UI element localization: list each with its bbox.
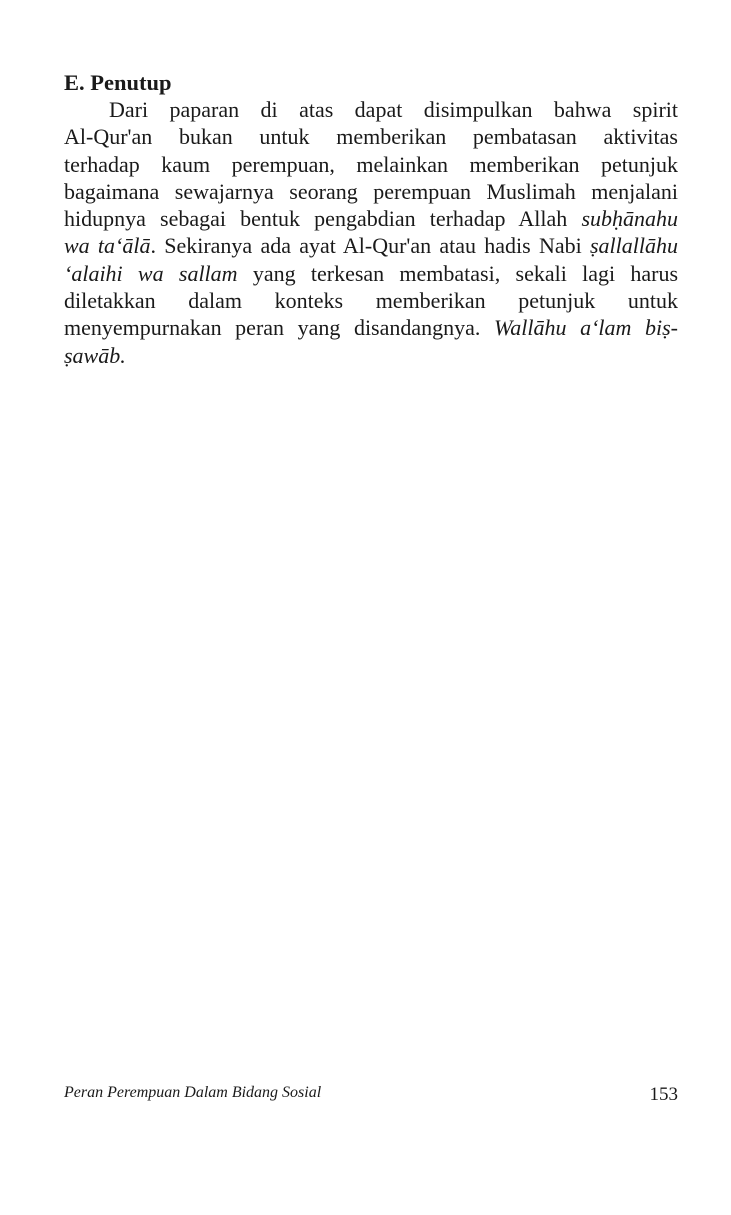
paragraph-text: terhadap kaum perempuan, melainkan memberikan petunjuk [64,151,678,177]
paragraph-line [64,96,678,123]
paragraph-text: hidupnya sebagai bentuk pengabdian terhadap Allah [64,206,582,232]
paragraph-line [64,342,678,369]
paragraph-text: Dari paparan di atas dapat disimpulkan bahwa spirit [109,97,678,122]
arabic-term-italic: wa ta‘ālā [64,233,151,259]
section-heading: E. Penutup [64,70,172,95]
arabic-term-italic: Wallāhu a‘lam biṣ- [494,315,679,341]
paragraph-line [64,314,678,341]
paragraph-text: . Sekiranya ada ayat Al-Qur'an atau hadis Nabi [150,233,590,259]
paragraph-text: bagaimana sewajarnya seorang perempuan Muslimah menjalani [64,178,678,204]
arabic-term-italic: subḥānahu [581,206,678,232]
paragraph-line [64,232,678,259]
paragraph-line [64,260,678,287]
paragraph-line [64,151,678,178]
closing-paragraph [64,96,678,369]
paragraph-text: menyempurnakan peran yang disandangnya. [64,315,494,341]
running-footer-title: Peran Perempuan Dalam Bidang Sosial [64,1084,322,1101]
paragraph-line [64,287,678,314]
page-number: 153 [649,1084,678,1105]
paragraph-line [64,123,678,150]
paragraph-line [64,178,678,205]
arabic-term-italic: ṣallallāhu [589,233,678,259]
paragraph-line [64,205,678,232]
arabic-term-italic: ṣawāb. [64,342,126,368]
paragraph-text: Al-Qur'an bukan untuk memberikan pembatasan aktivitas [64,124,678,150]
arabic-term-italic: ‘alaihi wa sallam [64,260,238,286]
paragraph-text: diletakkan dalam konteks memberikan petunjuk untuk [64,288,678,314]
paragraph-text: yang terkesan membatasi, sekali lagi harus [237,260,678,286]
